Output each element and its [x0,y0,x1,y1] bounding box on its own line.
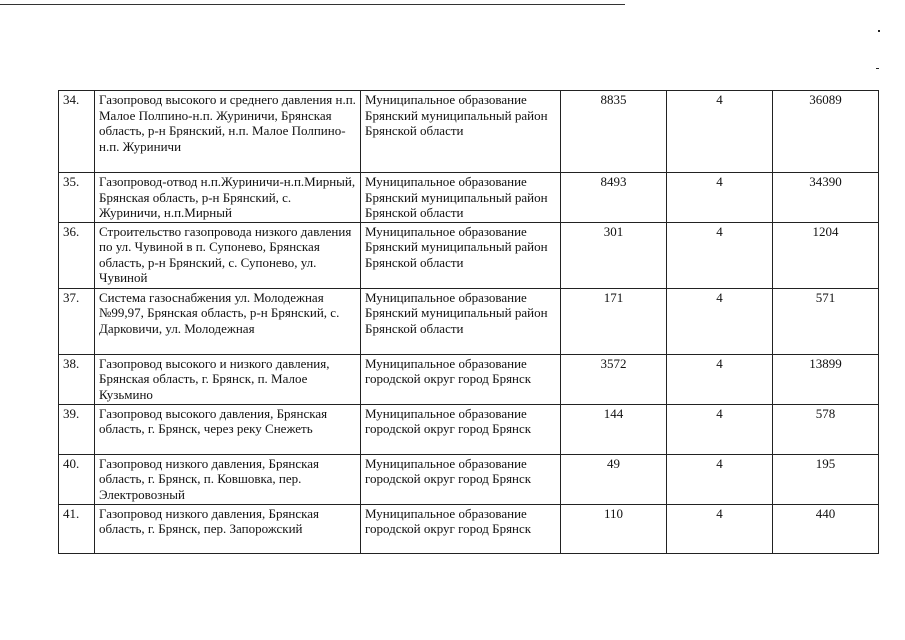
value-3: 578 [773,404,879,454]
table-row [59,404,879,454]
value-1: 3572 [561,354,667,404]
value-2: 4 [667,454,773,504]
owner-name: Муниципальное образование Брянский муниципальный район Брянской области [361,173,561,223]
scan-speck [876,68,879,69]
table-row [59,288,879,354]
row-number: 39. [59,404,95,454]
owner-name: Муниципальное образование городской округ город Брянск [361,354,561,404]
object-name: Газопровод-отвод н.п.Журиничи-н.п.Мирный, Брянская область, р-н Брянский, с. Журиничи, н.п.Мирный [95,173,361,223]
object-name: Система газоснабжения ул. Молодежная №99,97, Брянская область, р-н Брянский, с. Дарковичи, ул. Молодежная [95,288,361,354]
value-1: 110 [561,504,667,553]
value-3: 1204 [773,222,879,288]
table-row [59,173,879,223]
table-row [59,504,879,553]
value-3: 13899 [773,354,879,404]
gas-pipeline-table [58,90,879,554]
object-name: Газопровод низкого давления, Брянская область, г. Брянск, пер. Запорожский [95,504,361,553]
owner-name: Муниципальное образование городской округ город Брянск [361,454,561,504]
value-2: 4 [667,288,773,354]
value-3: 195 [773,454,879,504]
object-name: Газопровод низкого давления, Брянская область, г. Брянск, п. Ковшовка, пер. Электровозный [95,454,361,504]
value-2: 4 [667,222,773,288]
owner-name: Муниципальное образование городской округ город Брянск [361,404,561,454]
table-row [59,354,879,404]
owner-name: Муниципальное образование Брянский муниципальный район Брянской области [361,91,561,173]
value-2: 4 [667,354,773,404]
value-1: 8493 [561,173,667,223]
value-1: 301 [561,222,667,288]
value-1: 144 [561,404,667,454]
value-1: 49 [561,454,667,504]
value-2: 4 [667,173,773,223]
value-3: 34390 [773,173,879,223]
row-number: 35. [59,173,95,223]
value-2: 4 [667,404,773,454]
row-number: 37. [59,288,95,354]
row-number: 34. [59,91,95,173]
table-row [59,222,879,288]
row-number: 41. [59,504,95,553]
row-number: 40. [59,454,95,504]
owner-name: Муниципальное образование Брянский муниципальный район Брянской области [361,222,561,288]
value-1: 171 [561,288,667,354]
value-3: 440 [773,504,879,553]
owner-name: Муниципальное образование Брянский муниципальный район Брянской области [361,288,561,354]
value-3: 571 [773,288,879,354]
object-name: Строительство газопровода низкого давления по ул. Чувиной в п. Супонево, Брянская область, р-н Брянский, с. Супонево, ул. Чувиной [95,222,361,288]
value-2: 4 [667,91,773,173]
owner-name: Муниципальное образование городской округ город Брянск [361,504,561,553]
value-1: 8835 [561,91,667,173]
object-name: Газопровод высокого и среднего давления н.п. Малое Полпино-н.п. Журиничи, Брянская область, р-н Брянский, н.п. Малое Полпино-н.п. Журиничи [95,91,361,173]
object-name: Газопровод высокого давления, Брянская область, г. Брянск, через реку Снежеть [95,404,361,454]
row-number: 38. [59,354,95,404]
object-name: Газопровод высокого и низкого давления, Брянская область, г. Брянск, п. Малое Кузьмино [95,354,361,404]
table-row [59,91,879,173]
value-2: 4 [667,504,773,553]
top-rule [0,4,625,5]
value-3: 36089 [773,91,879,173]
table-row [59,454,879,504]
row-number: 36. [59,222,95,288]
scan-speck [878,30,880,32]
